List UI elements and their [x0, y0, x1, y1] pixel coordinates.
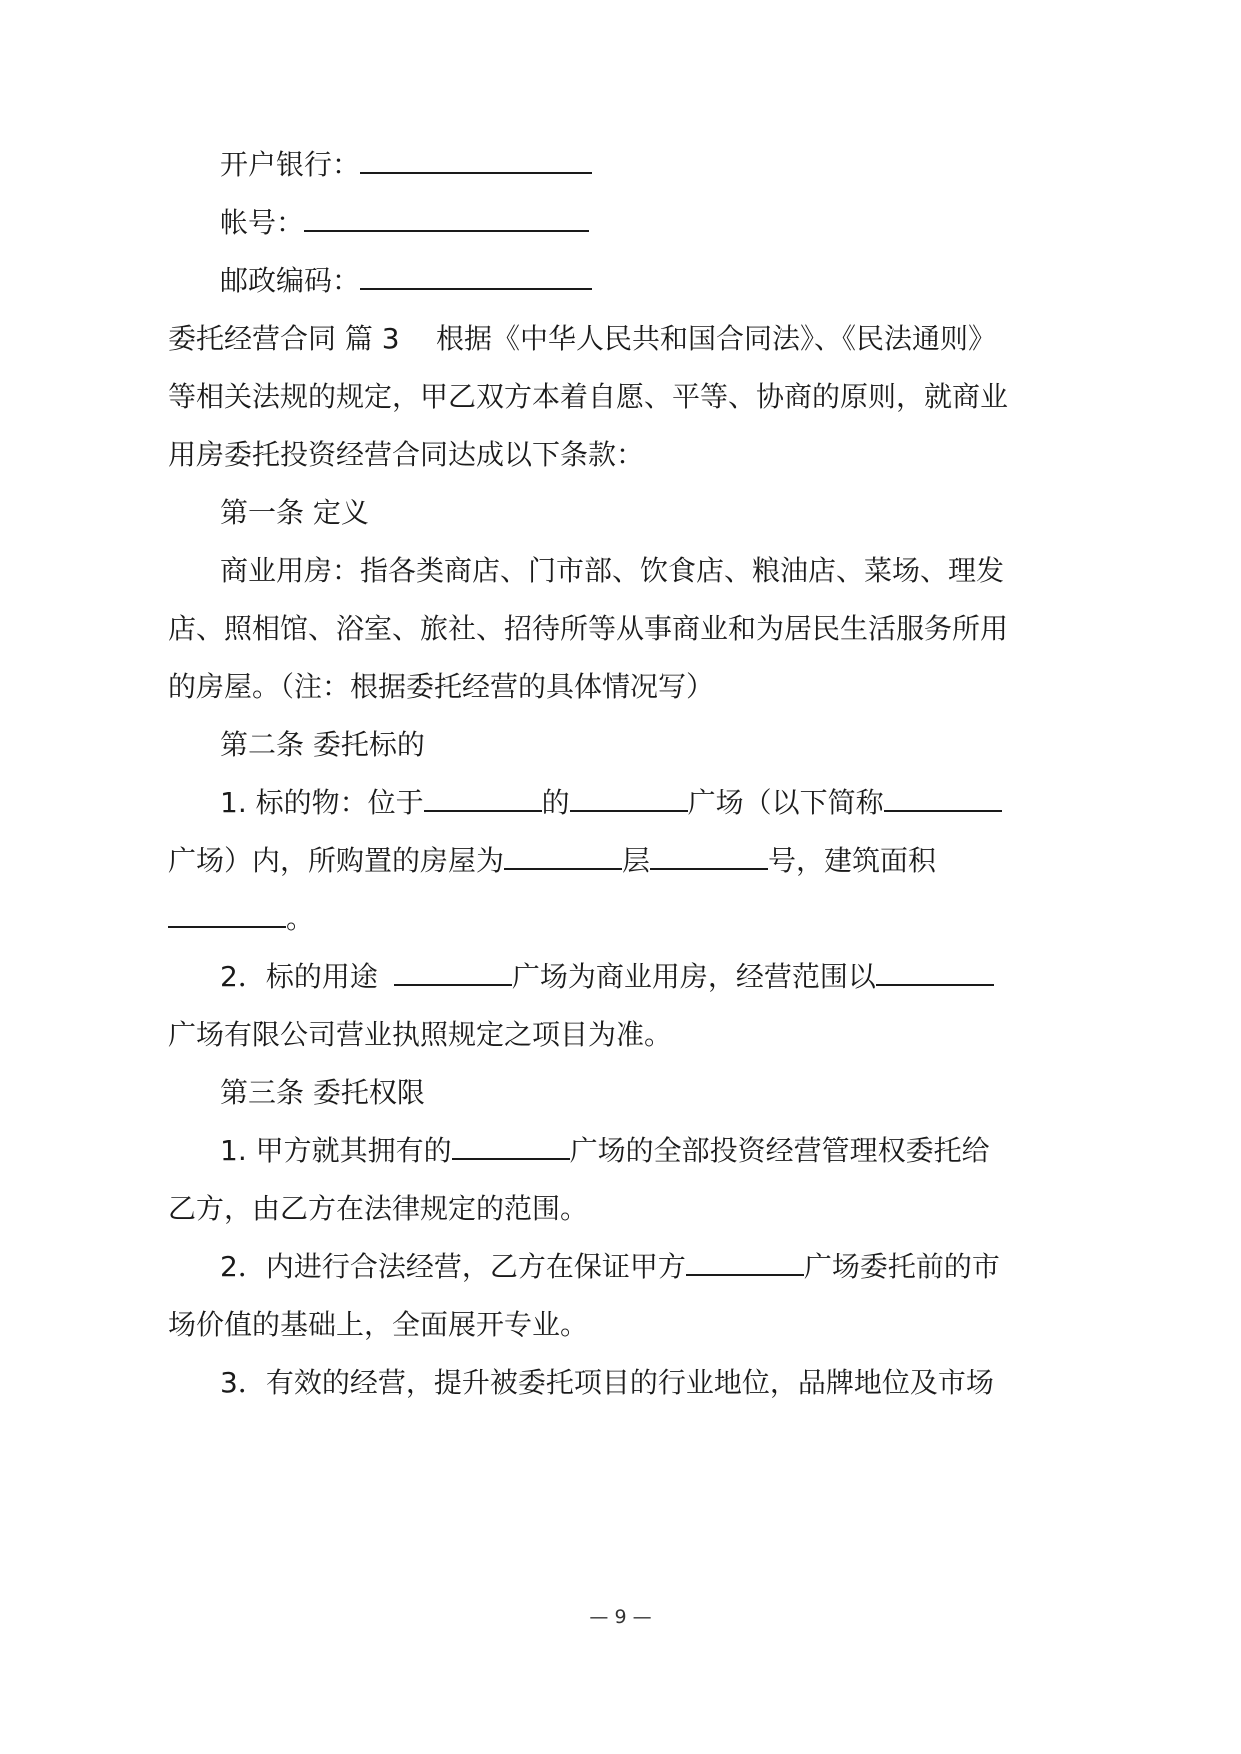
clause-text: 广场（以下简称 [687, 786, 884, 819]
location-blank [424, 784, 542, 812]
clause-3-3-line-1 [220, 1363, 994, 1403]
clause-2-1-line-3 [168, 899, 314, 939]
owned-square-blank [452, 1132, 570, 1160]
clause-text: 乙方，由乙方在法律规定的范围。 [168, 1192, 589, 1225]
preamble-text: 根据《中华人民共和国合同法》、《民法通则》 [436, 322, 997, 355]
area-blank [168, 900, 286, 928]
clause-text: 广场委托前的市 [803, 1250, 1000, 1283]
preamble-text: 用房委托投资经营合同达成以下条款： [168, 438, 645, 471]
clause-text: 2．标的用途 [220, 960, 378, 993]
definition-text: 商业用房：指各类商店、门市部、饮食店、粮油店、菜场、理发 [220, 554, 1005, 587]
clause-text: 1. 标的物：位于 [220, 786, 424, 819]
clause-text: 广场）内，所购置的房屋为 [168, 844, 505, 877]
clause-text: 广场为商业用房，经营范围以 [511, 960, 876, 993]
account-label: 帐号： [220, 206, 305, 239]
preamble-line-3 [168, 435, 644, 475]
article-title: 第二条 委托标的 [220, 728, 425, 761]
square-name-blank [570, 784, 688, 812]
postcode-field [220, 261, 592, 301]
clause-text: 3．有效的经营，提升被委托项目的行业地位，品牌地位及市场 [220, 1366, 994, 1399]
definition-text: 店、照相馆、浴室、旅社、招待所等从事商业和为居民生活服务所用 [168, 612, 1009, 645]
article-2-heading [220, 725, 425, 765]
postcode-blank [360, 262, 592, 290]
article-title: 第一条 定义 [220, 496, 369, 529]
section-heading: 委托经营合同 篇 3 [168, 322, 400, 355]
clause-text: 层 [622, 844, 651, 877]
article-3-heading [220, 1073, 425, 1113]
clause-text: 的 [541, 786, 570, 819]
clause-3-1-line-1 [220, 1131, 990, 1171]
bank-label: 开户银行： [220, 148, 361, 181]
clause-text: 号，建筑面积 [768, 844, 937, 877]
floor-blank [504, 842, 622, 870]
clause-2-1-line-1 [220, 783, 1002, 823]
short-name-blank [884, 784, 1002, 812]
clause-3-1-line-2 [168, 1189, 588, 1229]
clause-2-1-line-2 [168, 841, 936, 881]
article-1-heading [220, 493, 369, 533]
clause-2-2-line-2 [168, 1015, 672, 1055]
article-title: 第三条 委托权限 [220, 1076, 425, 1109]
definition-line-1 [220, 551, 1004, 591]
section-heading-line [168, 319, 400, 359]
clause-text: 广场的全部投资经营管理权委托给 [569, 1134, 990, 1167]
use-square-blank [394, 958, 512, 986]
account-blank [304, 204, 589, 232]
clause-3-2-line-2 [168, 1305, 588, 1345]
preamble-line-2 [168, 377, 1008, 417]
clause-2-2-line-1 [220, 957, 994, 997]
preamble-line-1 [436, 319, 996, 359]
account-field [220, 203, 589, 243]
clause-text: 场价值的基础上，全面展开专业。 [168, 1308, 589, 1341]
preamble-text: 等相关法规的规定，甲乙双方本着自愿、平等、协商的原则，就商业 [168, 380, 1009, 413]
postcode-label: 邮政编码： [220, 264, 361, 297]
clause-text: 。 [286, 902, 315, 935]
clause-text: 广场有限公司营业执照规定之项目为准。 [168, 1018, 673, 1051]
definition-text: 的房屋。（注：根据委托经营的具体情况写） [168, 670, 715, 703]
bank-field [220, 145, 592, 185]
party-a-square-blank [686, 1248, 804, 1276]
page-number: — 9 — [589, 1606, 652, 1628]
unit-number-blank [650, 842, 768, 870]
clause-text: 1. 甲方就其拥有的 [220, 1134, 452, 1167]
definition-line-3 [168, 667, 714, 707]
business-scope-blank [876, 958, 994, 986]
definition-line-2 [168, 609, 1008, 649]
clause-text: 2．内进行合法经营，乙方在保证甲方 [220, 1250, 686, 1283]
clause-3-2-line-1 [220, 1247, 1000, 1287]
bank-blank [360, 146, 592, 174]
